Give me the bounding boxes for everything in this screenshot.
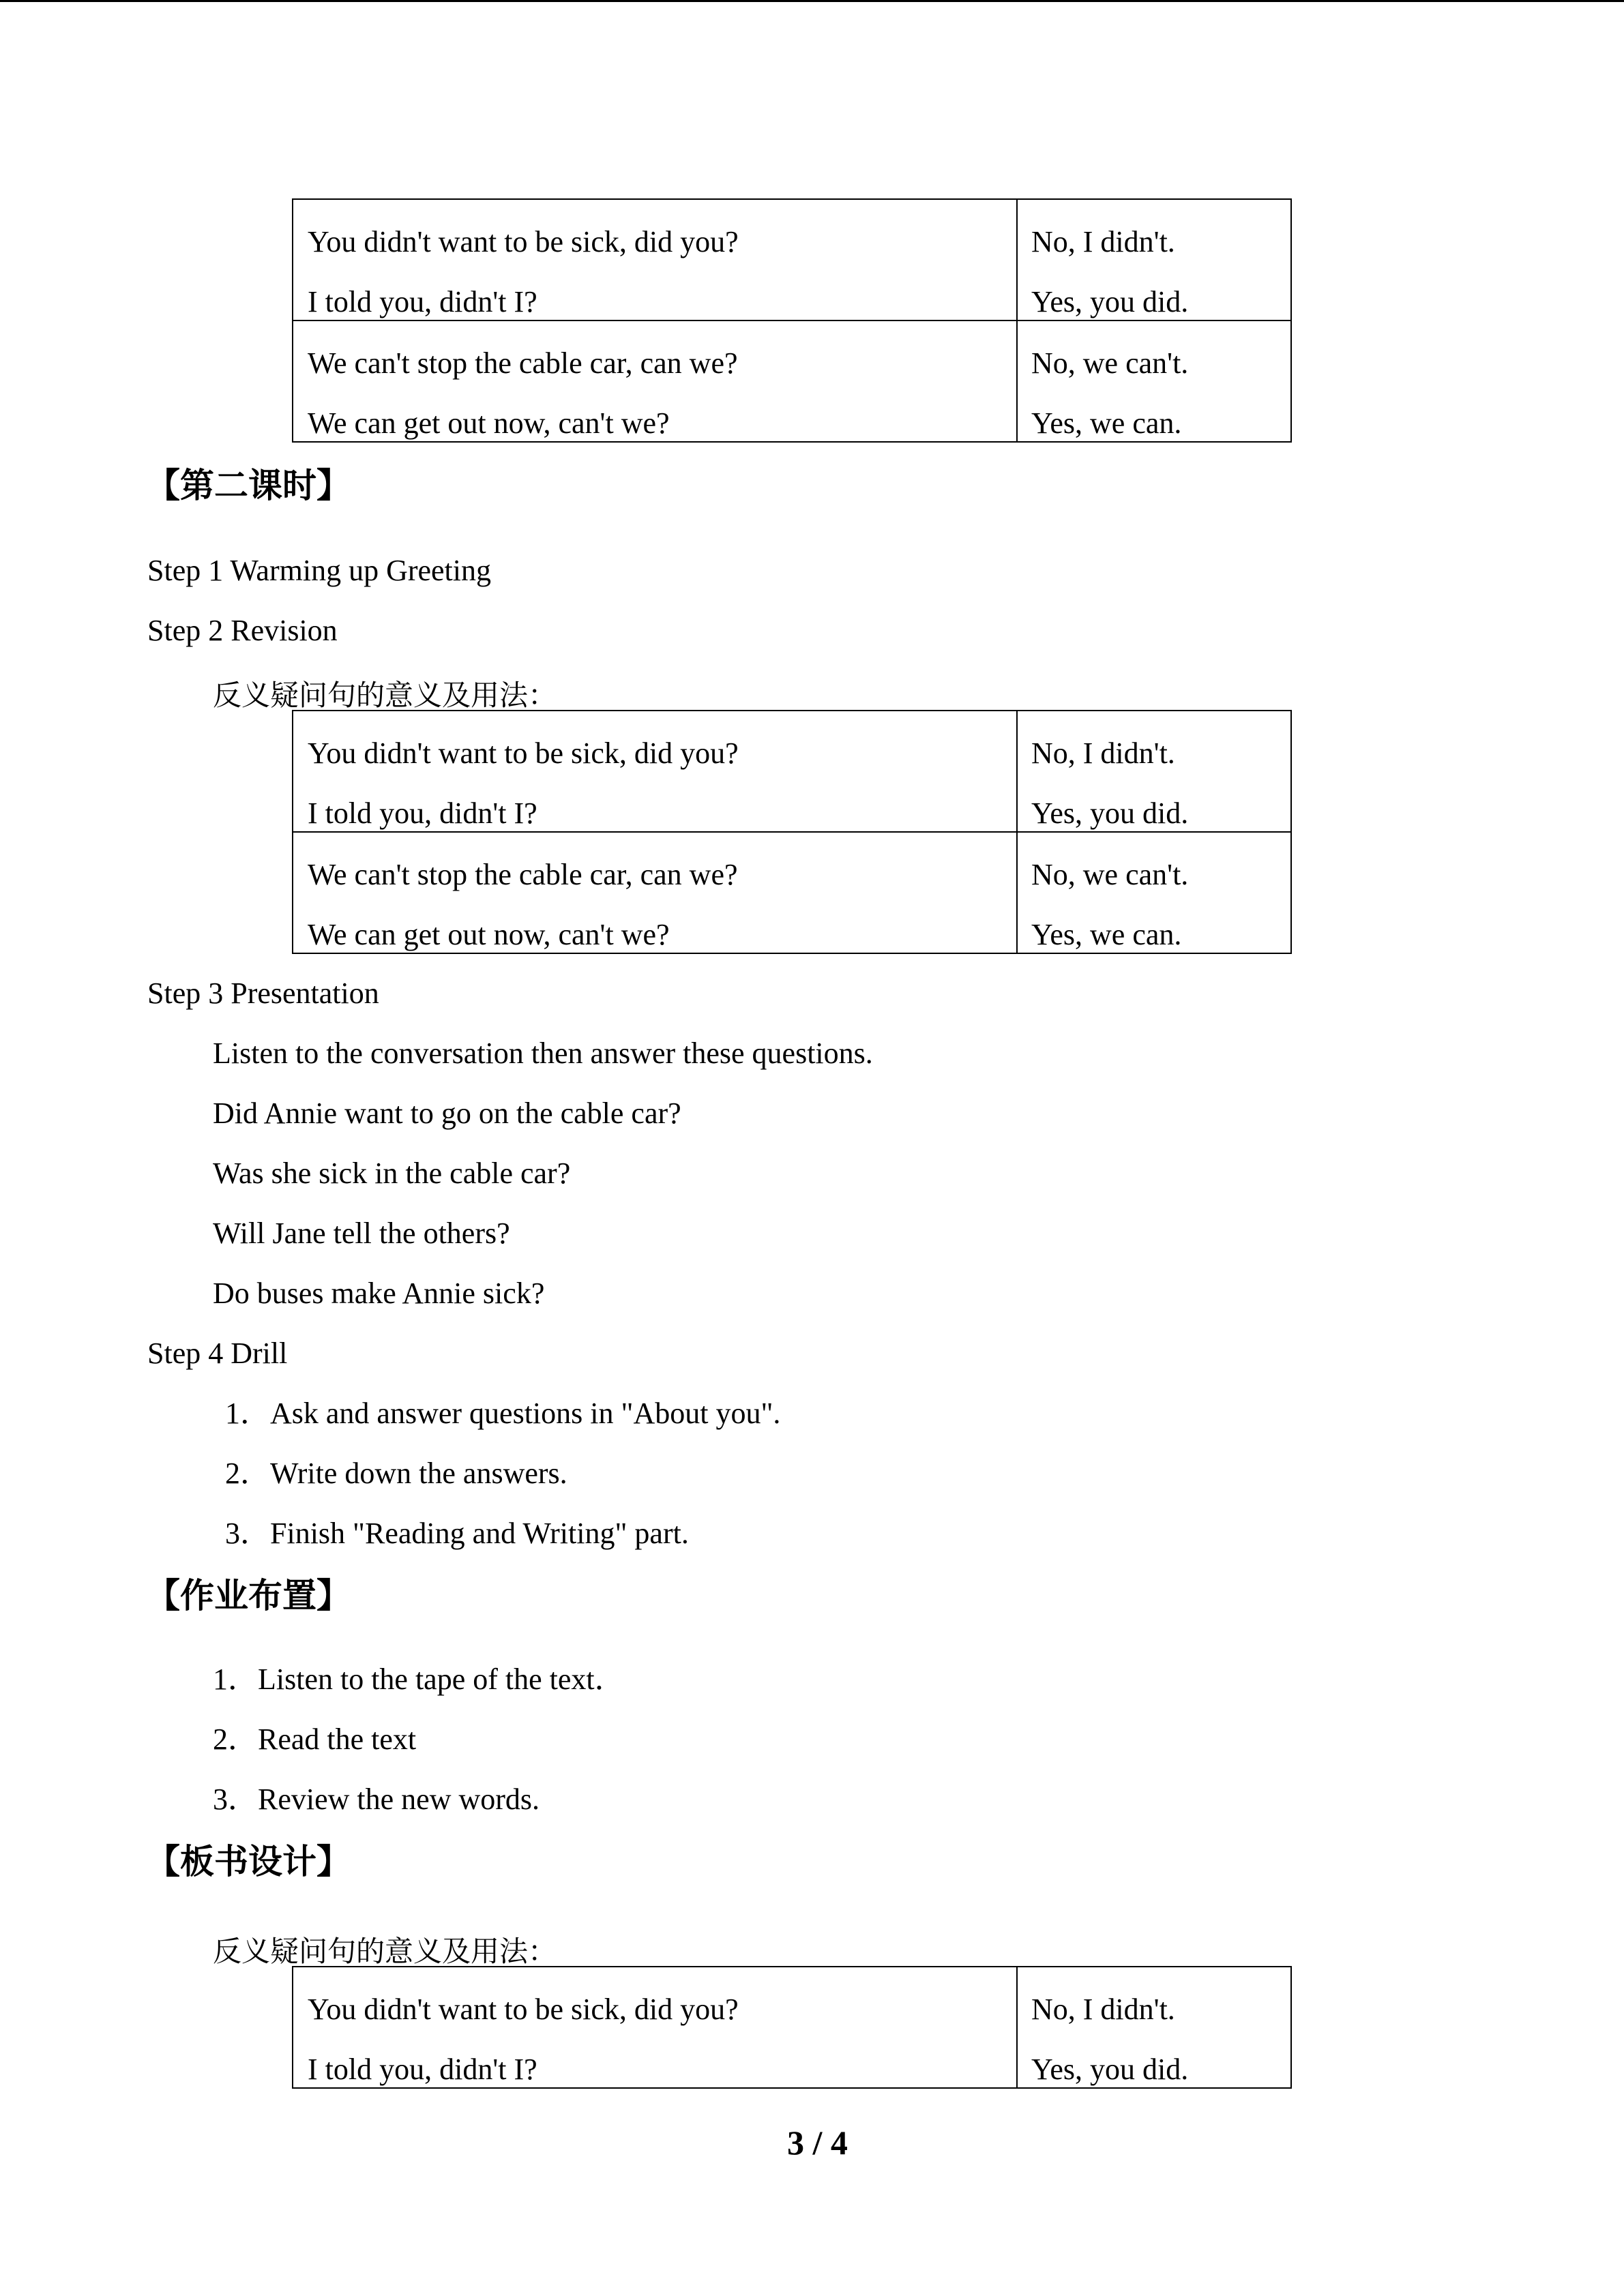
answer-line: Yes, you did. — [1031, 2053, 1189, 2086]
section-heading-board: 【板书设计】 — [146, 1842, 351, 1881]
drill-item: 1．Ask and answer questions in "About you". — [225, 1397, 781, 1430]
question-line: I told you, didn't I? — [308, 796, 537, 830]
presentation-line: Will Jane tell the others? — [213, 1217, 510, 1250]
answer-line: No, we can't. — [1031, 346, 1189, 380]
question-line: I told you, didn't I? — [308, 2053, 537, 2086]
question-line: We can't stop the cable car, can we? — [308, 858, 738, 891]
answer-line: Yes, we can. — [1031, 406, 1182, 440]
answer-line: No, I didn't. — [1031, 736, 1175, 770]
homework-item: 2．Read the text — [213, 1723, 417, 1756]
presentation-line: Listen to the conversation then answer these questions. — [213, 1037, 873, 1070]
drill-item: 3．Finish "Reading and Writing" part. — [225, 1517, 689, 1550]
answer-line: Yes, we can. — [1031, 918, 1182, 951]
revision-label: 反义疑问句的意义及用法： — [213, 679, 557, 712]
board-label: 反义疑问句的意义及用法： — [213, 1935, 557, 1968]
question-line: You didn't want to be sick, did you? — [308, 1993, 739, 2026]
homework-item: 1．Listen to the tape of the text． — [213, 1663, 625, 1696]
answer-line: No, I didn't. — [1031, 1993, 1175, 2026]
step-3: Step 3 Presentation — [147, 976, 379, 1010]
qa-table-board — [292, 1966, 1292, 2089]
answer-cell — [1018, 321, 1290, 441]
presentation-line: Was she sick in the cable car? — [213, 1157, 571, 1190]
answer-line: No, I didn't. — [1031, 225, 1175, 258]
drill-item: 2．Write down the answers. — [225, 1457, 567, 1490]
qa-table-revision — [292, 710, 1292, 954]
question-line: We can't stop the cable car, can we? — [308, 346, 738, 380]
question-line: You didn't want to be sick, did you? — [308, 225, 739, 258]
presentation-line: Do buses make Annie sick? — [213, 1277, 545, 1310]
answer-line: No, we can't. — [1031, 858, 1189, 891]
table-row — [293, 711, 1291, 832]
question-cell — [293, 833, 1016, 953]
question-line: We can get out now, can't we? — [308, 406, 670, 440]
question-line: I told you, didn't I? — [308, 285, 537, 318]
question-cell — [293, 321, 1016, 441]
step-2: Step 2 Revision — [147, 614, 338, 647]
answer-line: Yes, you did. — [1031, 796, 1189, 830]
table-row — [293, 1967, 1291, 2088]
presentation-line: Did Annie want to go on the cable car? — [213, 1097, 681, 1130]
question-line: We can get out now, can't we? — [308, 918, 670, 951]
question-cell — [293, 200, 1016, 320]
question-line: You didn't want to be sick, did you? — [308, 736, 739, 770]
homework-item: 3．Review the new words. — [213, 1783, 540, 1816]
section-heading-homework: 【作业布置】 — [146, 1576, 351, 1615]
step-1: Step 1 Warming up Greeting — [147, 554, 492, 587]
qa-table-top — [292, 198, 1292, 443]
answer-cell — [1018, 711, 1290, 831]
answer-line: Yes, you did. — [1031, 285, 1189, 318]
table-row — [293, 199, 1291, 320]
section-heading-lesson2: 【第二课时】 — [146, 466, 351, 505]
step-4: Step 4 Drill — [147, 1337, 288, 1370]
answer-cell — [1018, 833, 1290, 953]
page-number: 3 / 4 — [787, 2123, 848, 2162]
answer-cell — [1018, 1967, 1290, 2087]
question-cell — [293, 711, 1016, 831]
table-row — [293, 832, 1291, 953]
answer-cell — [1018, 200, 1290, 320]
table-row — [293, 320, 1291, 442]
question-cell — [293, 1967, 1016, 2087]
